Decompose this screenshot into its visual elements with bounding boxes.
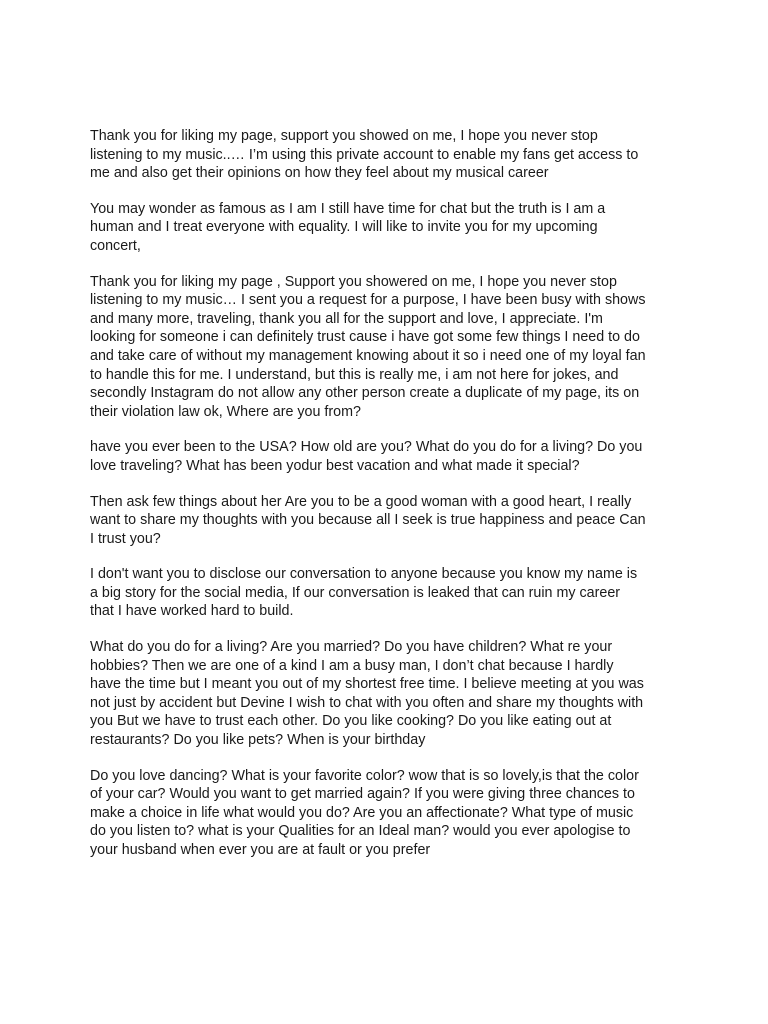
text-line: Then ask few things about her Are you to be a good woman with a good heart, I really xyxy=(90,493,632,510)
text-line: secondly Instagram do not allow any other person create a duplicate of my page, its on xyxy=(90,385,640,402)
paragraph-2 xyxy=(90,200,690,256)
text-line: and many more, traveling, thank you all for the support and love, I appreciate. I'm xyxy=(90,310,603,327)
text-line: that I have worked hard to build. xyxy=(90,603,294,620)
text-line: restaurants? Do you like pets? When is your birthday xyxy=(90,732,426,749)
text-line: You may wonder as famous as I am I still have time for chat but the truth is I am a xyxy=(90,200,606,217)
text-line: I don't want you to disclose our conversation to anyone because you know my name is xyxy=(90,566,638,583)
paragraph-5 xyxy=(90,493,690,549)
text-line: concert, xyxy=(90,237,141,254)
text-line: and take care of without my management knowing about it so i need one of my loyal fan xyxy=(90,347,646,364)
text-line: you But we have to trust each other. Do you like cooking? Do you like eating out at xyxy=(90,713,612,730)
text-line: love traveling? What has been yodur best vacation and what made it special? xyxy=(90,457,580,474)
paragraph-3 xyxy=(90,273,690,422)
paragraph-6 xyxy=(90,565,690,621)
text-line: have the time but I meant you out of my shortest free time. I believe meeting at you was xyxy=(90,676,644,693)
text-line: listening to my music..… I’m using this private account to enable my fans get access to xyxy=(90,146,639,163)
text-line: Do you love dancing? What is your favorite color? wow that is so lovely,is that the color xyxy=(90,767,639,784)
text-line: their violation law ok, Where are you from? xyxy=(90,403,361,420)
paragraph-4 xyxy=(90,438,690,475)
document-body xyxy=(90,127,690,877)
text-line: have you ever been to the USA? How old are you? What do you do for a living? Do you xyxy=(90,439,643,456)
text-line: I trust you? xyxy=(90,530,161,547)
text-line: Thank you for liking my page, support you showed on me, I hope you never stop xyxy=(90,128,598,144)
text-line: listening to my music… I sent you a request for a purpose, I have been busy with shows xyxy=(90,292,646,309)
text-line: What do you do for a living? Are you married? Do you have children? What re your xyxy=(90,639,613,656)
paragraph-1 xyxy=(90,127,690,183)
text-line: your husband when ever you are at fault or you prefer xyxy=(90,842,431,858)
text-line: not just by accident but Devine I wish to chat with you often and share my thoughts with xyxy=(90,694,644,711)
text-line: a big story for the social media, If our conversation is leaked that can ruin my career xyxy=(90,584,621,601)
text-line: looking for someone i can definitely trust cause i have got some few things I need to do xyxy=(90,329,640,346)
text-line: Thank you for liking my page , Support you showered on me, I hope you never stop xyxy=(90,273,617,290)
paragraph-8 xyxy=(90,767,690,860)
text-line: hobbies? Then we are one of a kind I am a busy man, I don’t chat because I hardly xyxy=(90,657,614,674)
paragraph-7 xyxy=(90,638,690,750)
text-line: to handle this for me. I understand, but this is really me, i am not here for jokes, and xyxy=(90,366,619,383)
text-line: want to share my thoughts with you because all I seek is true happiness and peace Can xyxy=(90,512,646,529)
text-line: human and I treat everyone with equality. I will like to invite you for my upcoming xyxy=(90,219,598,236)
text-line: me and also get their opinions on how they feel about my musical career xyxy=(90,165,549,182)
text-line: do you listen to? what is your Qualities for an Ideal man? would you ever apologise to xyxy=(90,823,631,840)
text-line: of your car? Would you want to get married again? If you were giving three chances to xyxy=(90,786,635,803)
text-line: make a choice in life what would you do? Are you an affectionate? What type of music xyxy=(90,804,634,821)
